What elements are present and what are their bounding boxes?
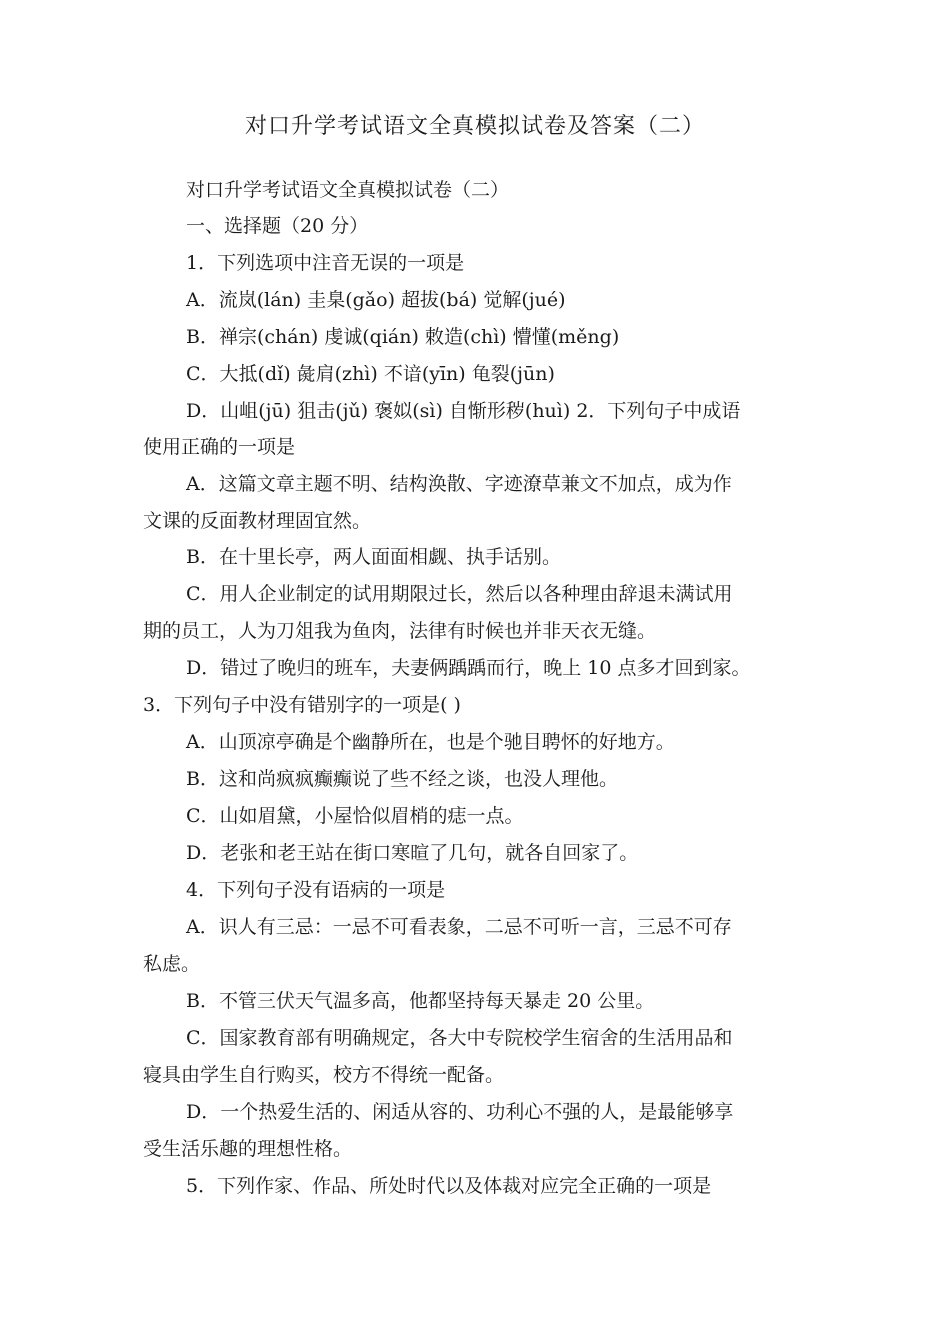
section-heading: 一、选择题（20 分） bbox=[186, 215, 369, 237]
paper-subtitle: 对口升学考试语文全真模拟试卷（二） bbox=[186, 179, 510, 201]
q1-option-b: B．禅宗(chán) 虔诚(qián) 敕造(chì) 懵懂(měng) bbox=[186, 326, 620, 348]
q1-option-d: D．山岨(jū) 狙击(jǔ) 褒姒(sì) 自惭形秽(huì) 2．下列句子中成语 bbox=[186, 400, 741, 422]
q4-option-a: A．识人有三忌：一忌不可看表象，二忌不可听一言，三忌不可存 bbox=[186, 916, 732, 938]
q2-option-b: B．在十里长亭，两人面面相觑、执手话别。 bbox=[186, 546, 561, 568]
q4-option-d: D．一个热爱生活的、闲适从容的、功利心不强的人，是最能够享 bbox=[186, 1101, 734, 1123]
document-title: 对口升学考试语文全真模拟试卷及答案（二） bbox=[244, 114, 705, 139]
q3-option-b: B．这和尚疯疯癫癫说了些不经之谈，也没人理他。 bbox=[186, 768, 618, 790]
q4-option-b: B．不管三伏天气温多高，他都坚持每天暴走 20 公里。 bbox=[186, 990, 655, 1012]
question-5: 5．下列作家、作品、所处时代以及体裁对应完全正确的一项是 bbox=[186, 1175, 712, 1197]
question-2-continued: 使用正确的一项是 bbox=[143, 436, 296, 458]
q1-option-c: C．大抵(dǐ) 彘肩(zhì) 不谙(yīn) 龟裂(jūn) bbox=[186, 363, 555, 385]
q1-option-a: A．流岚(lán) 圭臬(gǎo) 超拔(bá) 觉解(jué) bbox=[186, 289, 566, 311]
q3-option-c: C．山如眉黛，小屋恰似眉梢的痣一点。 bbox=[186, 805, 524, 827]
q2-option-a-continued: 文课的反面教材理固宜然。 bbox=[143, 510, 372, 532]
q2-option-c: C．用人企业制定的试用期限过长，然后以各种理由辞退未满试用 bbox=[186, 583, 733, 605]
q2-option-a: A．这篇文章主题不明、结构涣散、字迹潦草兼文不加点，成为作 bbox=[186, 473, 732, 495]
q2-option-d: D．错过了晚归的班车，夫妻俩踽踽而行，晚上 10 点多才回到家。 bbox=[186, 657, 751, 679]
q4-option-a-continued: 私虑。 bbox=[143, 953, 201, 975]
question-4: 4．下列句子没有语病的一项是 bbox=[186, 879, 446, 901]
question-3: 3．下列句子中没有错别字的一项是( ) bbox=[143, 694, 461, 716]
q2-option-c-continued: 期的员工，人为刀俎我为鱼肉，法律有时候也并非天衣无缝。 bbox=[143, 620, 657, 642]
q3-option-a: A．山顶凉亭确是个幽静所在，也是个驰目聘怀的好地方。 bbox=[186, 731, 675, 753]
q4-option-d-continued: 受生活乐趣的理想性格。 bbox=[143, 1138, 353, 1160]
q4-option-c: C．国家教育部有明确规定，各大中专院校学生宿舍的生活用品和 bbox=[186, 1027, 733, 1049]
q3-option-d: D．老张和老王站在街口寒暄了几句，就各自回家了。 bbox=[186, 842, 639, 864]
q4-option-c-continued: 寝具由学生自行购买，校方不得统一配备。 bbox=[143, 1064, 505, 1086]
question-1: 1．下列选项中注音无误的一项是 bbox=[186, 252, 465, 274]
